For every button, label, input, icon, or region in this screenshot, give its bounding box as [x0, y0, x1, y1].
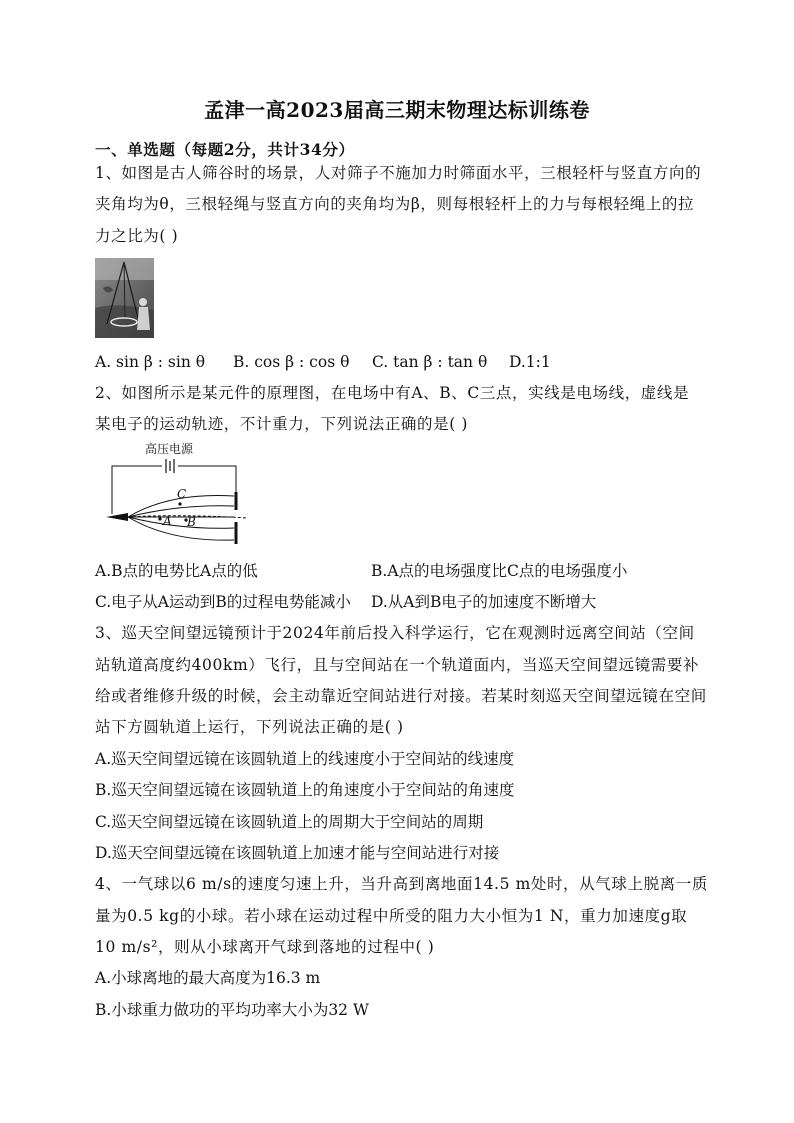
q4-line-2: 量为0.5 kg的小球。若小球在运动过程中所受的阻力大小恒为1 N，重力加速度g取	[95, 907, 688, 925]
q2-line-1: 2、如图所示是某元件的原理图，在电场中有A、B、C三点，实线是电场线，虚线是	[95, 384, 690, 402]
q4-line-3: 10 m/s²，则从小球离开气球到落地的过程中( )	[95, 938, 435, 956]
q2-option-b: B.A点的电场强度比C点的电场强度小	[371, 562, 628, 580]
q1-line-1: 1、如图是古人筛谷时的场景，人对筛子不施加力时筛面水平，三根轻杆与竖直方向的	[95, 164, 702, 182]
q4-option-b: B.小球重力做功的平均功率大小为32 W	[95, 1001, 369, 1019]
q4-option-a: A.小球离地的最大高度为16.3 m	[95, 969, 321, 987]
q2-option-a: A.B点的电势比A点的低	[95, 562, 258, 580]
q1-line-3: 力之比为( )	[95, 227, 179, 245]
q1-option-c: C. tan β : tan θ	[372, 353, 488, 371]
q3-option-c: C.巡天空间望远镜在该圆轨道上的周期大于空间站的周期	[95, 813, 484, 831]
q2-point-a: A	[163, 514, 172, 528]
q3-option-d: D.巡天空间望远镜在该圆轨道上加速才能与空间站进行对接	[95, 844, 500, 862]
page-title: 孟津一高2023届高三期末物理达标训练卷	[204, 98, 590, 122]
q1-option-a: A. sin β : sin θ	[95, 353, 206, 371]
q1-line-2: 夹角均为θ，三根轻绳与竖直方向的夹角均为β，则每根轻杆上的力与每根轻绳上的拉	[95, 195, 695, 213]
q3-line-3: 给或者维修升级的时候，会主动靠近空间站进行对接。若某时刻巡天空间望远镜在空间	[95, 687, 707, 705]
q2-field-diagram	[100, 440, 250, 548]
q3-line-1: 3、巡天空间望远镜预计于2024年前后投入科学运行，它在观测时远离空间站（空间	[95, 624, 695, 642]
q2-point-c: C	[177, 487, 187, 501]
section-heading: 一、单选题（每题2分，共计34分）	[95, 140, 355, 159]
q2-line-2: 某电子的运动轨迹，不计重力，下列说法正确的是( )	[95, 415, 469, 433]
q4-line-1: 4、一气球以6 m/s的速度匀速上升，当升高到离地面14.5 m处时，从气球上脱离一质	[95, 875, 708, 893]
q1-option-b: B. cos β : cos θ	[233, 353, 350, 371]
q3-line-4: 站下方圆轨道上运行，下列说法正确的是( )	[95, 718, 404, 736]
q3-line-2: 站轨道高度约400km）飞行，且与空间站在一个轨道面内，当巡天空间望远镜需要补	[95, 656, 700, 674]
q2-power-label: 高压电源	[145, 442, 194, 456]
q2-point-b: B	[187, 515, 196, 529]
q2-option-c: C.电子从A运动到B的过程电势能减小	[95, 593, 351, 611]
q1-option-d: D.1:1	[509, 353, 551, 371]
q1-sieving-photo	[95, 258, 154, 338]
q3-option-a: A.巡天空间望远镜在该圆轨道上的线速度小于空间站的线速度	[95, 750, 515, 768]
q2-option-d: D.从A到B电子的加速度不断增大	[371, 593, 597, 611]
q3-option-b: B.巡天空间望远镜在该圆轨道上的角速度小于空间站的角速度	[95, 781, 515, 799]
